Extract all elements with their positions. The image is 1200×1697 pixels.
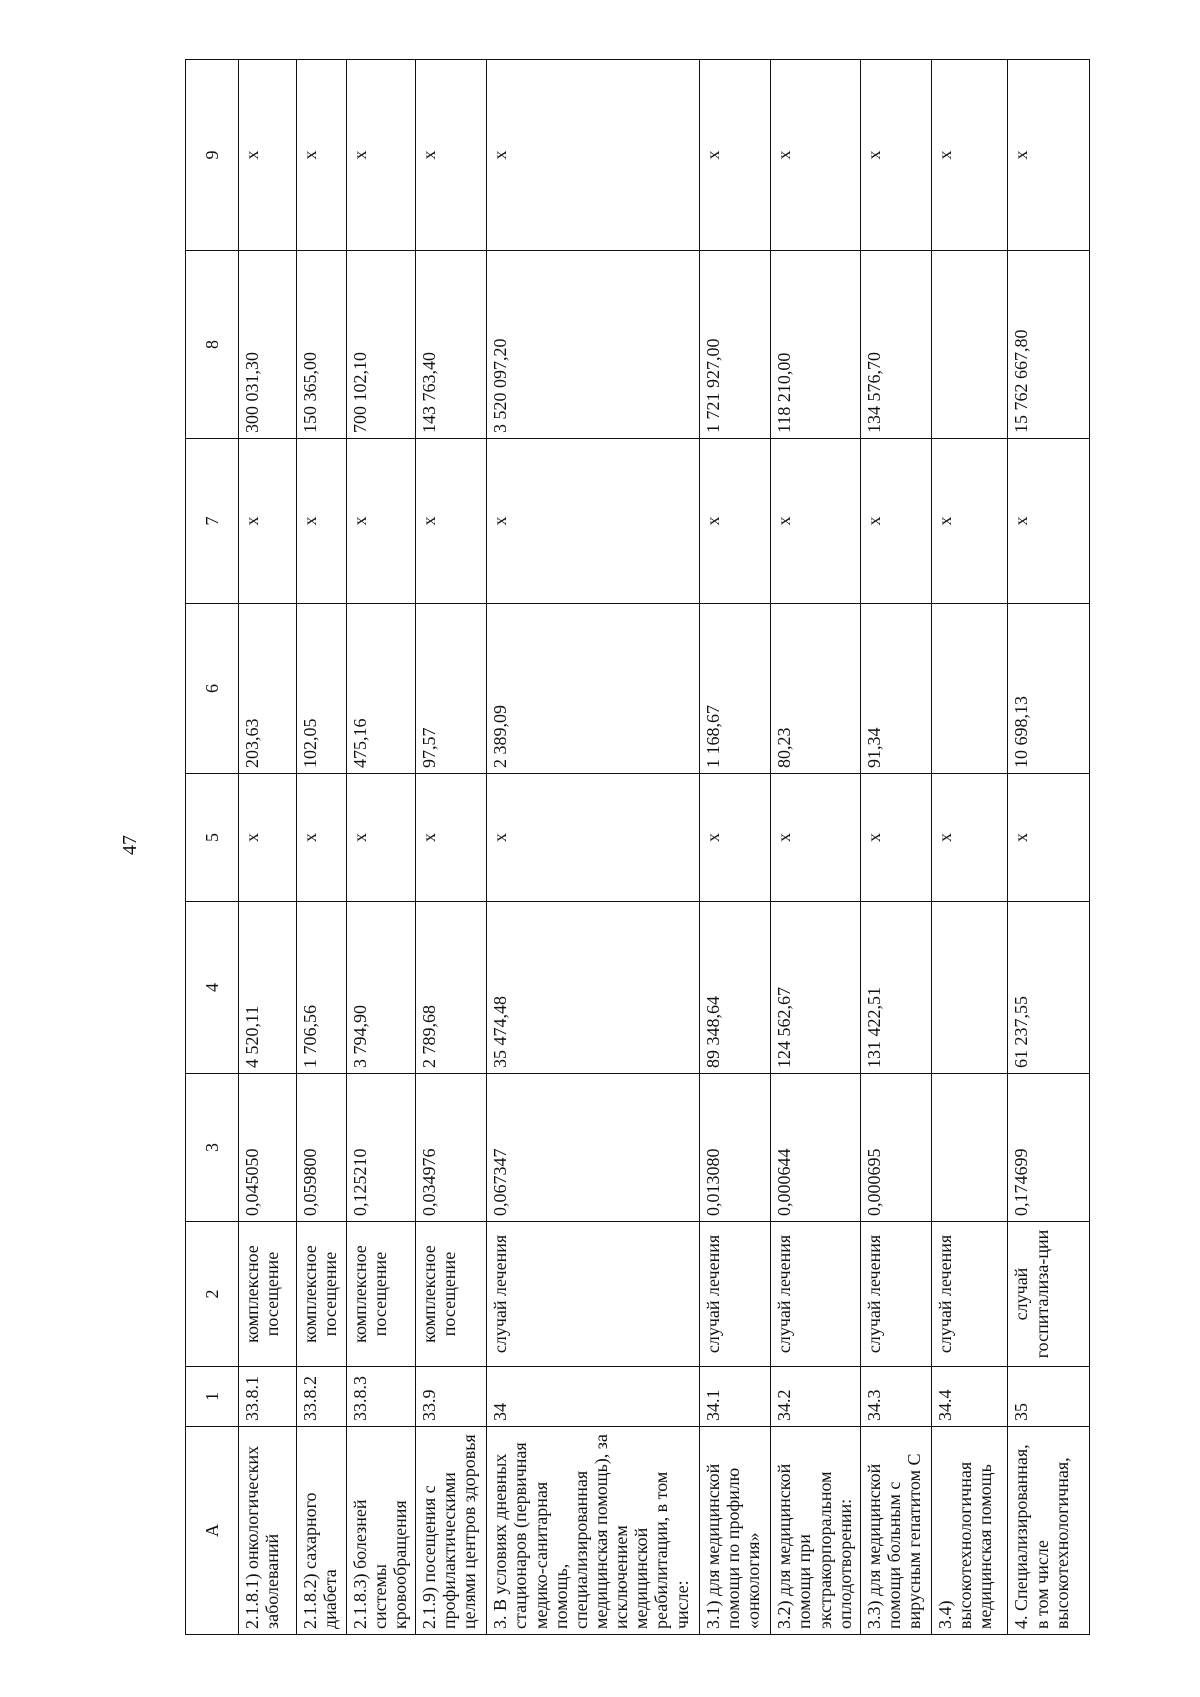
value-cell: 1 721 927,00 — [699, 251, 770, 439]
row-code-cell: 33.8.3 — [347, 1367, 416, 1427]
table-row — [860, 60, 931, 1635]
header-cell: 2 — [186, 1222, 239, 1367]
value-cell: 3 794,90 — [347, 902, 416, 1074]
value-cell: 1 706,56 — [297, 902, 347, 1074]
value-cell: 131 422,51 — [860, 902, 931, 1074]
table-row — [1008, 60, 1090, 1635]
row-label-cell: 2.1.9) посещения с профилактическими целями центров здоровья — [415, 1427, 486, 1635]
unit-cell: случай лечения — [931, 1222, 1007, 1367]
value-cell: 3 520 097,20 — [487, 251, 700, 439]
value-cell: х — [415, 439, 486, 604]
value-cell: х — [239, 439, 297, 604]
value-cell: х — [931, 774, 1007, 902]
value-cell: х — [771, 439, 860, 604]
value-cell: х — [347, 774, 416, 902]
unit-cell: случай лечения — [487, 1222, 700, 1367]
value-cell: 0,125210 — [347, 1074, 416, 1222]
value-cell: х — [699, 439, 770, 604]
data-table — [185, 59, 1090, 1635]
table-row — [347, 60, 416, 1635]
header-cell: 8 — [186, 251, 239, 439]
value-cell: х — [1008, 60, 1090, 251]
value-cell — [931, 1074, 1007, 1222]
row-code-cell: 34.1 — [699, 1367, 770, 1427]
row-label-cell: 3.1) для медицинской помощи по профилю «онкология» — [699, 1427, 770, 1635]
table-row — [297, 60, 347, 1635]
value-cell: 80,23 — [771, 604, 860, 774]
value-cell: х — [487, 439, 700, 604]
value-cell: х — [347, 439, 416, 604]
value-cell: 15 762 667,80 — [1008, 251, 1090, 439]
value-cell — [931, 902, 1007, 1074]
value-cell: 124 562,67 — [771, 902, 860, 1074]
value-cell — [931, 251, 1007, 439]
value-cell: 0,045050 — [239, 1074, 297, 1222]
value-cell: 118 210,00 — [771, 251, 860, 439]
row-label-cell: 2.1.8.3) болезней системы кровообращения — [347, 1427, 416, 1635]
value-cell: 0,067347 — [487, 1074, 700, 1222]
unit-cell: случай лечения — [699, 1222, 770, 1367]
value-cell: 1 168,67 — [699, 604, 770, 774]
header-cell: 6 — [186, 604, 239, 774]
value-cell: 700 102,10 — [347, 251, 416, 439]
value-cell: 97,57 — [415, 604, 486, 774]
value-cell: 475,16 — [347, 604, 416, 774]
value-cell: х — [860, 774, 931, 902]
value-cell: 91,34 — [860, 604, 931, 774]
value-cell: х — [415, 60, 486, 251]
value-cell: х — [931, 60, 1007, 251]
value-cell: 35 474,48 — [487, 902, 700, 1074]
value-cell: 300 031,30 — [239, 251, 297, 439]
table-row — [239, 60, 297, 1635]
value-cell: х — [487, 774, 700, 902]
table-row — [699, 60, 770, 1635]
header-cell: 9 — [186, 60, 239, 251]
row-code-cell: 34.4 — [931, 1367, 1007, 1427]
row-code-cell: 34 — [487, 1367, 700, 1427]
table-row — [415, 60, 486, 1635]
table-container — [185, 60, 1090, 1635]
value-cell: х — [699, 60, 770, 251]
row-code-cell: 33.9 — [415, 1367, 486, 1427]
value-cell: 61 237,55 — [1008, 902, 1090, 1074]
unit-cell: случай госпитализа-ции — [1008, 1222, 1090, 1367]
row-label-cell: 4. Специализированная, в том числе высокотехнологичная, — [1008, 1427, 1090, 1635]
value-cell: х — [297, 60, 347, 251]
table-row — [487, 60, 700, 1635]
value-cell: х — [860, 439, 931, 604]
row-label-cell: 3.4) высокотехнологичная медицинская помощь — [931, 1427, 1007, 1635]
header-cell: 7 — [186, 439, 239, 604]
value-cell: х — [771, 60, 860, 251]
unit-cell: комплексное посещение — [239, 1222, 297, 1367]
value-cell: 0,174699 — [1008, 1074, 1090, 1222]
value-cell: 134 576,70 — [860, 251, 931, 439]
row-code-cell: 34.3 — [860, 1367, 931, 1427]
value-cell: 143 763,40 — [415, 251, 486, 439]
table-row — [931, 60, 1007, 1635]
value-cell: 10 698,13 — [1008, 604, 1090, 774]
value-cell: х — [771, 774, 860, 902]
value-cell: х — [415, 774, 486, 902]
row-label-cell: 3.3) для медицинской помощи больным с вирусным гепатитом С — [860, 1427, 931, 1635]
row-code-cell: 33.8.2 — [297, 1367, 347, 1427]
unit-cell: комплексное посещение — [415, 1222, 486, 1367]
unit-cell: комплексное посещение — [347, 1222, 416, 1367]
row-code-cell: 33.8.1 — [239, 1367, 297, 1427]
row-code-cell: 35 — [1008, 1367, 1090, 1427]
value-cell: 0,000644 — [771, 1074, 860, 1222]
value-cell: х — [239, 60, 297, 251]
table-row — [771, 60, 860, 1635]
header-cell: 1 — [186, 1367, 239, 1427]
page-number: 47 — [119, 835, 141, 855]
unit-cell: случай лечения — [860, 1222, 931, 1367]
value-cell: 203,63 — [239, 604, 297, 774]
value-cell: 0,013080 — [699, 1074, 770, 1222]
value-cell: 89 348,64 — [699, 902, 770, 1074]
value-cell: х — [931, 439, 1007, 604]
value-cell: х — [347, 60, 416, 251]
value-cell: х — [860, 60, 931, 251]
value-cell: 4 520,11 — [239, 902, 297, 1074]
header-cell: 3 — [186, 1074, 239, 1222]
value-cell: х — [239, 774, 297, 902]
value-cell: х — [297, 439, 347, 604]
value-cell: х — [1008, 439, 1090, 604]
header-cell: А — [186, 1427, 239, 1635]
value-cell: 0,034976 — [415, 1074, 486, 1222]
header-cell: 4 — [186, 902, 239, 1074]
value-cell: 2 389,09 — [487, 604, 700, 774]
value-cell: х — [487, 60, 700, 251]
row-label-cell: 2.1.8.2) сахарного диабета — [297, 1427, 347, 1635]
value-cell: 0,000695 — [860, 1074, 931, 1222]
row-label-cell: 2.1.8.1) онкологических заболеваний — [239, 1427, 297, 1635]
row-code-cell: 34.2 — [771, 1367, 860, 1427]
row-label-cell: 3.2) для медицинской помощи при экстракорпоральном оплодотворении: — [771, 1427, 860, 1635]
header-row — [186, 60, 239, 1635]
value-cell: х — [699, 774, 770, 902]
value-cell: х — [1008, 774, 1090, 902]
row-label-cell: 3. В условиях дневных стационаров (первичная медико-санитарная помощь, специализированная медицинская помощь), за исключением медицинской реабилитации, в том числе: — [487, 1427, 700, 1635]
header-cell: 5 — [186, 774, 239, 902]
unit-cell: комплексное посещение — [297, 1222, 347, 1367]
value-cell: 0,059800 — [297, 1074, 347, 1222]
value-cell: 2 789,68 — [415, 902, 486, 1074]
value-cell: 102,05 — [297, 604, 347, 774]
unit-cell: случай лечения — [771, 1222, 860, 1367]
value-cell: 150 365,00 — [297, 251, 347, 439]
value-cell: х — [297, 774, 347, 902]
value-cell — [931, 604, 1007, 774]
